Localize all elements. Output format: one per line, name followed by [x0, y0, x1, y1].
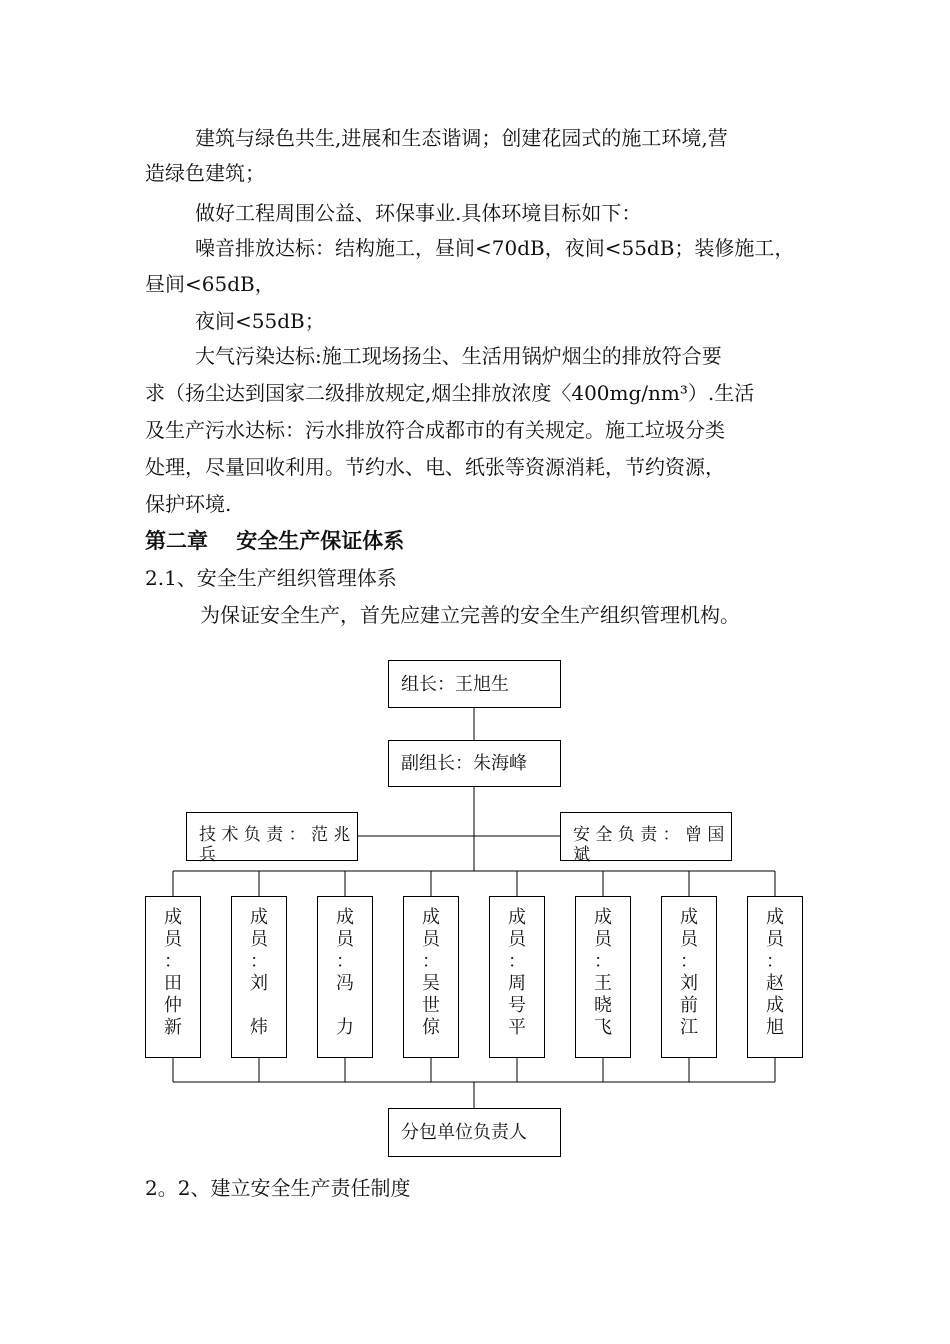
chapter-heading: 第二章 安全生产保证体系 — [145, 528, 405, 553]
subcontractor-box — [388, 1108, 561, 1157]
member-name-char: ： — [250, 951, 268, 972]
safety-lead-label: 安 全 负 责 ： 曾 国 — [573, 825, 725, 845]
safety-lead-label-cont: 斌 — [573, 845, 590, 865]
member-name-char: 号 — [508, 995, 526, 1016]
paragraph-line: 造绿色建筑； — [145, 161, 265, 185]
paragraph-line: 噪音排放达标：结构施工，昼间<70dB，夜间<55dB；装修施工， — [195, 236, 795, 260]
member-name-char: 员 — [336, 929, 354, 950]
member-name-char: 成 — [508, 907, 526, 928]
paragraph-line: 建筑与绿色共生,进展和生态谐调；创建花园式的施工环境,营 — [195, 126, 728, 150]
member-name-char: 吴 — [422, 973, 440, 994]
safety-lead-box — [560, 812, 732, 865]
tech-lead-label: 技 术 负 责 ： 范 兆 — [199, 825, 351, 845]
paragraph-line: 夜间<55dB； — [195, 309, 325, 333]
member-name-char: 成 — [422, 907, 440, 928]
member-name-char: 力 — [336, 1017, 354, 1038]
member-box — [317, 896, 373, 1058]
member-name-char: 炜 — [250, 1017, 268, 1038]
member-box — [145, 896, 201, 1058]
member-name-char: 平 — [508, 1017, 526, 1038]
leader-label: 组长：王旭生 — [401, 674, 509, 695]
member-name-char: 王 — [594, 973, 612, 994]
section-heading: 2。2、建立安全生产责任制度 — [145, 1176, 411, 1200]
member-name-char: 刘 — [250, 973, 268, 994]
tech-lead-label-cont: 兵 — [199, 845, 216, 865]
member-name-char: 员 — [766, 929, 784, 950]
member-name-char: 旭 — [766, 1017, 784, 1038]
paragraph-line: 处理，尽量回收利用。节约水、电、纸张等资源消耗，节约资源， — [145, 455, 725, 479]
member-name-char: 前 — [680, 995, 698, 1016]
member-name-char: ： — [680, 951, 698, 972]
deputy-box — [388, 740, 561, 787]
member-name-char: 仲 — [164, 995, 182, 1016]
member-name-char: 成 — [766, 995, 784, 1016]
member-name-char: 成 — [680, 907, 698, 928]
member-name-char: ： — [508, 951, 526, 972]
member-name-char: ： — [766, 951, 784, 972]
member-name-char: 世 — [422, 995, 440, 1016]
member-box — [403, 896, 459, 1058]
paragraph-line: 及生产污水达标：污水排放符合成都市的有关规定。施工垃圾分类 — [145, 418, 725, 442]
member-name-char: ： — [164, 951, 182, 972]
member-name-char: 倞 — [422, 1017, 440, 1038]
member-box — [489, 896, 545, 1058]
member-box — [661, 896, 717, 1058]
member-name-char: 员 — [594, 929, 612, 950]
tech-lead-box — [186, 812, 358, 865]
member-name-char: 员 — [422, 929, 440, 950]
member-name-char: 成 — [766, 907, 784, 928]
member-name-char: 晓 — [594, 995, 612, 1016]
member-name-char: 飞 — [594, 1017, 612, 1038]
leader-box — [388, 660, 561, 708]
member-name-char: ： — [422, 951, 440, 972]
member-name-char: 员 — [680, 929, 698, 950]
member-name-char: 成 — [336, 907, 354, 928]
member-box — [231, 896, 287, 1058]
member-name-char: ： — [336, 951, 354, 972]
member-name-char: 田 — [164, 973, 182, 994]
member-name-char: 员 — [250, 929, 268, 950]
section-heading: 2.1、安全生产组织管理体系 — [145, 566, 397, 590]
paragraph-line: 做好工程周围公益、环保事业.具体环境目标如下： — [195, 201, 642, 225]
member-name-char — [232, 995, 286, 1017]
section-intro: 为保证安全生产，首先应建立完善的安全生产组织管理机构。 — [200, 603, 740, 627]
member-name-char: 成 — [594, 907, 612, 928]
member-name-char: 周 — [508, 973, 526, 994]
member-name-char: 员 — [164, 929, 182, 950]
deputy-label: 副组长：朱海峰 — [401, 753, 527, 774]
member-name-char: 赵 — [766, 973, 784, 994]
member-name-char: ： — [594, 951, 612, 972]
subcontractor-label: 分包单位负责人 — [401, 1122, 527, 1143]
paragraph-line: 大气污染达标:施工现场扬尘、生活用锅炉烟尘的排放符合要 — [195, 344, 722, 368]
member-name-char: 冯 — [336, 973, 354, 994]
member-name-char: 新 — [164, 1017, 182, 1038]
member-name-char: 刘 — [680, 973, 698, 994]
member-name-char: 成 — [250, 907, 268, 928]
member-name-char: 江 — [680, 1017, 698, 1038]
member-name-char: 成 — [164, 907, 182, 928]
member-name-char — [318, 995, 372, 1017]
member-name-char: 员 — [508, 929, 526, 950]
paragraph-line: 求（扬尘达到国家二级排放规定,烟尘排放浓度〈400mg/nm³）.生活 — [145, 381, 755, 405]
paragraph-line: 昼间<65dB， — [145, 272, 275, 296]
member-box — [747, 896, 803, 1058]
member-box — [575, 896, 631, 1058]
paragraph-line: 保护环境. — [145, 492, 232, 516]
